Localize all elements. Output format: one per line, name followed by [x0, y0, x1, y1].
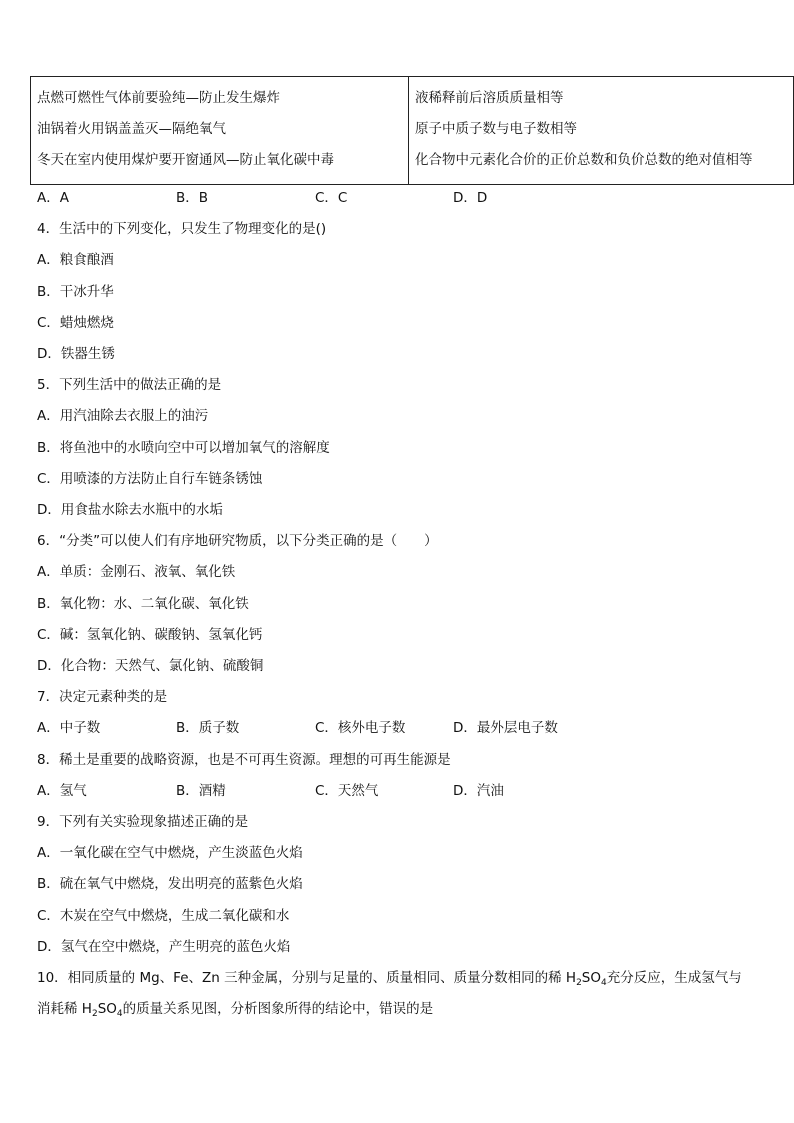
q9-stem: 9．下列有关实验现象描述正确的是: [37, 814, 249, 830]
q7-stem: 7．决定元素种类的是: [37, 689, 168, 705]
q5-option-a: A．用汽油除去衣服上的油污: [37, 408, 209, 424]
q10-text: 充分反应，生成氢气与: [606, 970, 742, 986]
table-text: 冬天在室内使用煤炉要开窗通风—防止氧化碳中毒: [37, 152, 334, 168]
table-text: 液稀释前后溶质质量相等: [415, 90, 564, 106]
q8-option-c: C．天然气: [315, 783, 379, 799]
q4-option-b: B．干冰升华: [37, 284, 114, 300]
q4-option-d: D．铁器生锈: [37, 346, 115, 362]
q8-option-b: B．酒精: [176, 783, 226, 799]
q5-option-c: C．用喷漆的方法防止自行车链条锈蚀: [37, 471, 263, 487]
table-text: 点燃可燃性气体前要验纯—防止发生爆炸: [37, 90, 280, 106]
q10-text: 的质量关系见图，分析图象所得的结论中，错误的是: [122, 1001, 434, 1017]
q10-text: 消耗稀 H: [37, 1001, 92, 1017]
q9-option-a: A．一氧化碳在空气中燃烧，产生淡蓝色火焰: [37, 845, 303, 861]
q3-option-b: B．B: [176, 190, 209, 206]
q7-option-c: C．核外电子数: [315, 720, 406, 736]
q10-subscript: 2: [91, 1009, 98, 1019]
q10-stem-line1: [37, 968, 742, 993]
q4-option-a: A．粮食酿酒: [37, 252, 114, 268]
table-text: 原子中质子数与电子数相等: [415, 121, 577, 137]
q6-stem: 6．“分类”可以使人们有序地研究物质，以下分类正确的是（ ）: [37, 533, 438, 549]
q6-option-c: C．碱：氢氧化钠、碳酸钠、氢氧化钙: [37, 627, 263, 643]
table-cell-left: [31, 77, 409, 185]
q5-option-b: B．将鱼池中的水喷向空中可以增加氧气的溶解度: [37, 440, 330, 456]
table-cell-right: [409, 77, 794, 185]
q3-option-a: A．A: [37, 190, 69, 206]
q3-option-c: C．C: [315, 190, 348, 206]
q7-option-b: B．质子数: [176, 720, 240, 736]
table-text: 化合物中元素化合价的正价总数和负价总数的绝对值相等: [415, 152, 753, 168]
table-row: [31, 77, 794, 185]
q10-text: SO: [97, 1001, 117, 1017]
q10-stem-line2: [37, 999, 433, 1024]
q10-subscript: 4: [601, 978, 607, 988]
q8-stem: 8．稀土是重要的战略资源，也是不可再生资源。理想的可再生能源是: [37, 752, 451, 768]
q9-option-c: C．木炭在空气中燃烧，生成二氧化碳和水: [37, 908, 290, 924]
q4-stem: 4．生活中的下列变化，只发生了物理变化的是(): [37, 221, 327, 237]
q3-option-d: D．D: [453, 190, 488, 206]
q9-option-d: D．氢气在空中燃烧，产生明亮的蓝色火焰: [37, 939, 291, 955]
q5-option-d: D．用食盐水除去水瓶中的水垢: [37, 502, 223, 518]
q8-option-a: A．氢气: [37, 783, 87, 799]
q10-subscript: 2: [576, 978, 582, 988]
q9-option-b: B．硫在氧气中燃烧，发出明亮的蓝紫色火焰: [37, 876, 303, 892]
q8-option-d: D．汽油: [453, 783, 504, 799]
table-text: 油锅着火用锅盖盖灭—隔绝氧气: [37, 121, 226, 137]
q7-option-a: A．中子数: [37, 720, 101, 736]
comparison-table: [30, 76, 794, 185]
q10-text: 10．相同质量的 Mg、Fe、Zn 三种金属，分别与足量的、质量相同、质量分数相同的稀 H: [37, 970, 577, 986]
q6-option-a: A．单质：金刚石、液氧、氧化铁: [37, 564, 236, 580]
q5-stem: 5．下列生活中的做法正确的是: [37, 377, 222, 393]
q10-subscript: 4: [116, 1009, 123, 1019]
q6-option-b: B．氧化物：水、二氧化碳、氧化铁: [37, 596, 249, 612]
q7-option-d: D．最外层电子数: [453, 720, 558, 736]
q10-text: SO: [581, 970, 601, 986]
q4-option-c: C．蜡烛燃烧: [37, 315, 114, 331]
q6-option-d: D．化合物：天然气、氯化钠、硫酸铜: [37, 658, 264, 674]
